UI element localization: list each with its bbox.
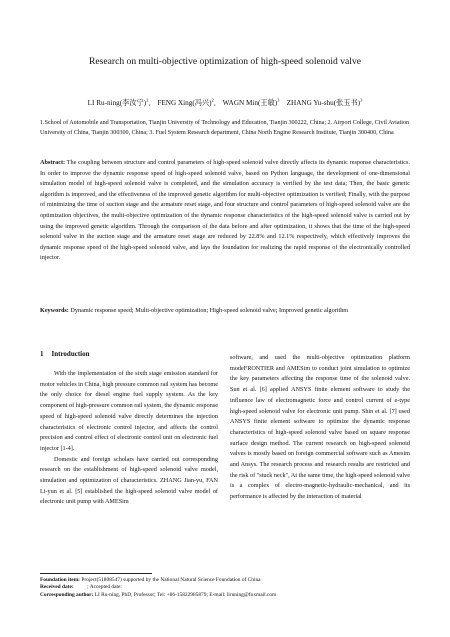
section-title: Introduction	[51, 350, 90, 358]
corresponding-note: Corresponding author: LI Ru-ning, PhD, Professor; Tel: +86-15822985879; E-mail: liruning@foxmail.com	[40, 591, 277, 598]
paragraph: With the implementation of the sixth stage emission standard for motor vehicles in China, high pressure common rail system has become the only choice for diesel engine fuel supply system. As the key component of high-pressure common rail system, the dynamic response speed of high-speed solenoid valve directly determines the injection characteristics of electronic control injector, and affects the control precision and control effect of electronic control unit on electronic fuel injector [1-4].	[40, 370, 218, 452]
section-heading	[40, 350, 90, 358]
abstract-text: The coupling between structure and control parameters of high-speed solenoid valve directly affects its dynamic response characteristics. In order to improve the dynamic response speed of high-speed solenoid valve, based on Python language, the development of one-dimensional simulation model of high-speed solenoid valve is completed, and the simulation accuracy is verified by the test data; Then, the basic genetic algorithm is improved, and the effectiveness of the improved genetic algorithm for multi-objective optimization is verified; Finally, with the purpose of minimizing the time of suction stage and the armature reset stage, and four structure and control parameters of high-speed solenoid valve are the optimization objectives, the multi-objective optimization of the dynamic response characteristics of the high-speed solenoid valve is carried out by using the improved genetic algorithm. Through the comparison of the data before and after optimization, it shows that the time of the high-speed solenoid valve in the suction stage and the armature reset stage are reduced by 22.8% and 12.1% respectively, which effectively improves the dynamic response speed of the high-speed solenoid valve, and lays the foundation for realizing the rapid response of the electronically controlled injector.	[40, 159, 411, 262]
author-2: FENG Xing(冯兴)$^2$	[157, 98, 214, 108]
keywords	[40, 306, 410, 317]
paragraph: software, and used the multi-objective optimization platform modeFRONTIER and AMESim to conduct joint simulation to optimize the key parameters affecting the response time of the solenoid valve. Sun et al. [6] applied ANSYS finite element software to study the influence law of electromagnetic force and control current of e-type high-speed solenoid valve for electronic unit pump. Shin et al. [7] used ANSYS finite element software to optimize the dynamic response characteristics of high-speed solenoid valve based on square response surface design method. The current research on high-speed solenoid valves is mostly based on foreign commercial software such as Amesim and Ansys. The research process and research results are restricted and the risk of "stuck neck", At the same time, the high-speed solenoid valve is a complex of electro-magnetic-hydraulic-mechanical, and its performance is affected by the interaction of material	[230, 354, 410, 501]
author-3: WAGN Min(王敏)$^3$	[222, 98, 280, 108]
right-column	[230, 353, 410, 503]
keywords-label: Keywords:	[40, 307, 69, 314]
footnote-divider	[40, 573, 152, 574]
foundation-note: Foundation item: Project(51808547) supported by the National Natural Science Foundation of China	[40, 577, 261, 583]
footnotes	[40, 577, 415, 599]
author-1: LI Ru-ning(李汝宁)$^1$	[87, 98, 149, 108]
author-list: LI Ru-ning(李汝宁)$^1$, FENG Xing(冯兴)$^2$, WAGN Min(王敏)$^3$ ZHANG Yu-shu(张玉书)$^3$	[87, 98, 363, 108]
affiliations: 1.School of Automobile and Transportation, Tianjin University of Technology and Education, Tianjin 300222, China; 2. Airport College, Civil Aviation University of China, Tianjin 300300, China; 3. Fuel System Research department, China North Engine Research Institute, Tianjin 300400, China	[40, 120, 410, 137]
author-4: ZHANG Yu-shu(张玉书)$^3$	[286, 98, 363, 108]
abstract	[40, 158, 410, 264]
paper-title: Research on multi-objective optimization of high-speed solenoid valve	[88, 56, 362, 67]
date-note: Received date: ; Accepted date:	[40, 584, 122, 591]
paragraph: Domestic and foreign scholars have carried out corresponding research on the establishment of high-speed solenoid valve model, simulation and optimization of characteristics. ZHANG Jian-yu, FAN Li-yun et al. [5] established the high-speed solenoid valve model of electronic unit pump with AMESim	[40, 455, 218, 506]
abstract-label: Abstract:	[40, 159, 66, 166]
section-number: 1	[40, 350, 44, 358]
left-column	[40, 369, 218, 508]
keywords-text: Dynamic response speed; Multi-objective optimization; High-speed solenoid valve; Improved genetic algorithm	[70, 307, 349, 314]
